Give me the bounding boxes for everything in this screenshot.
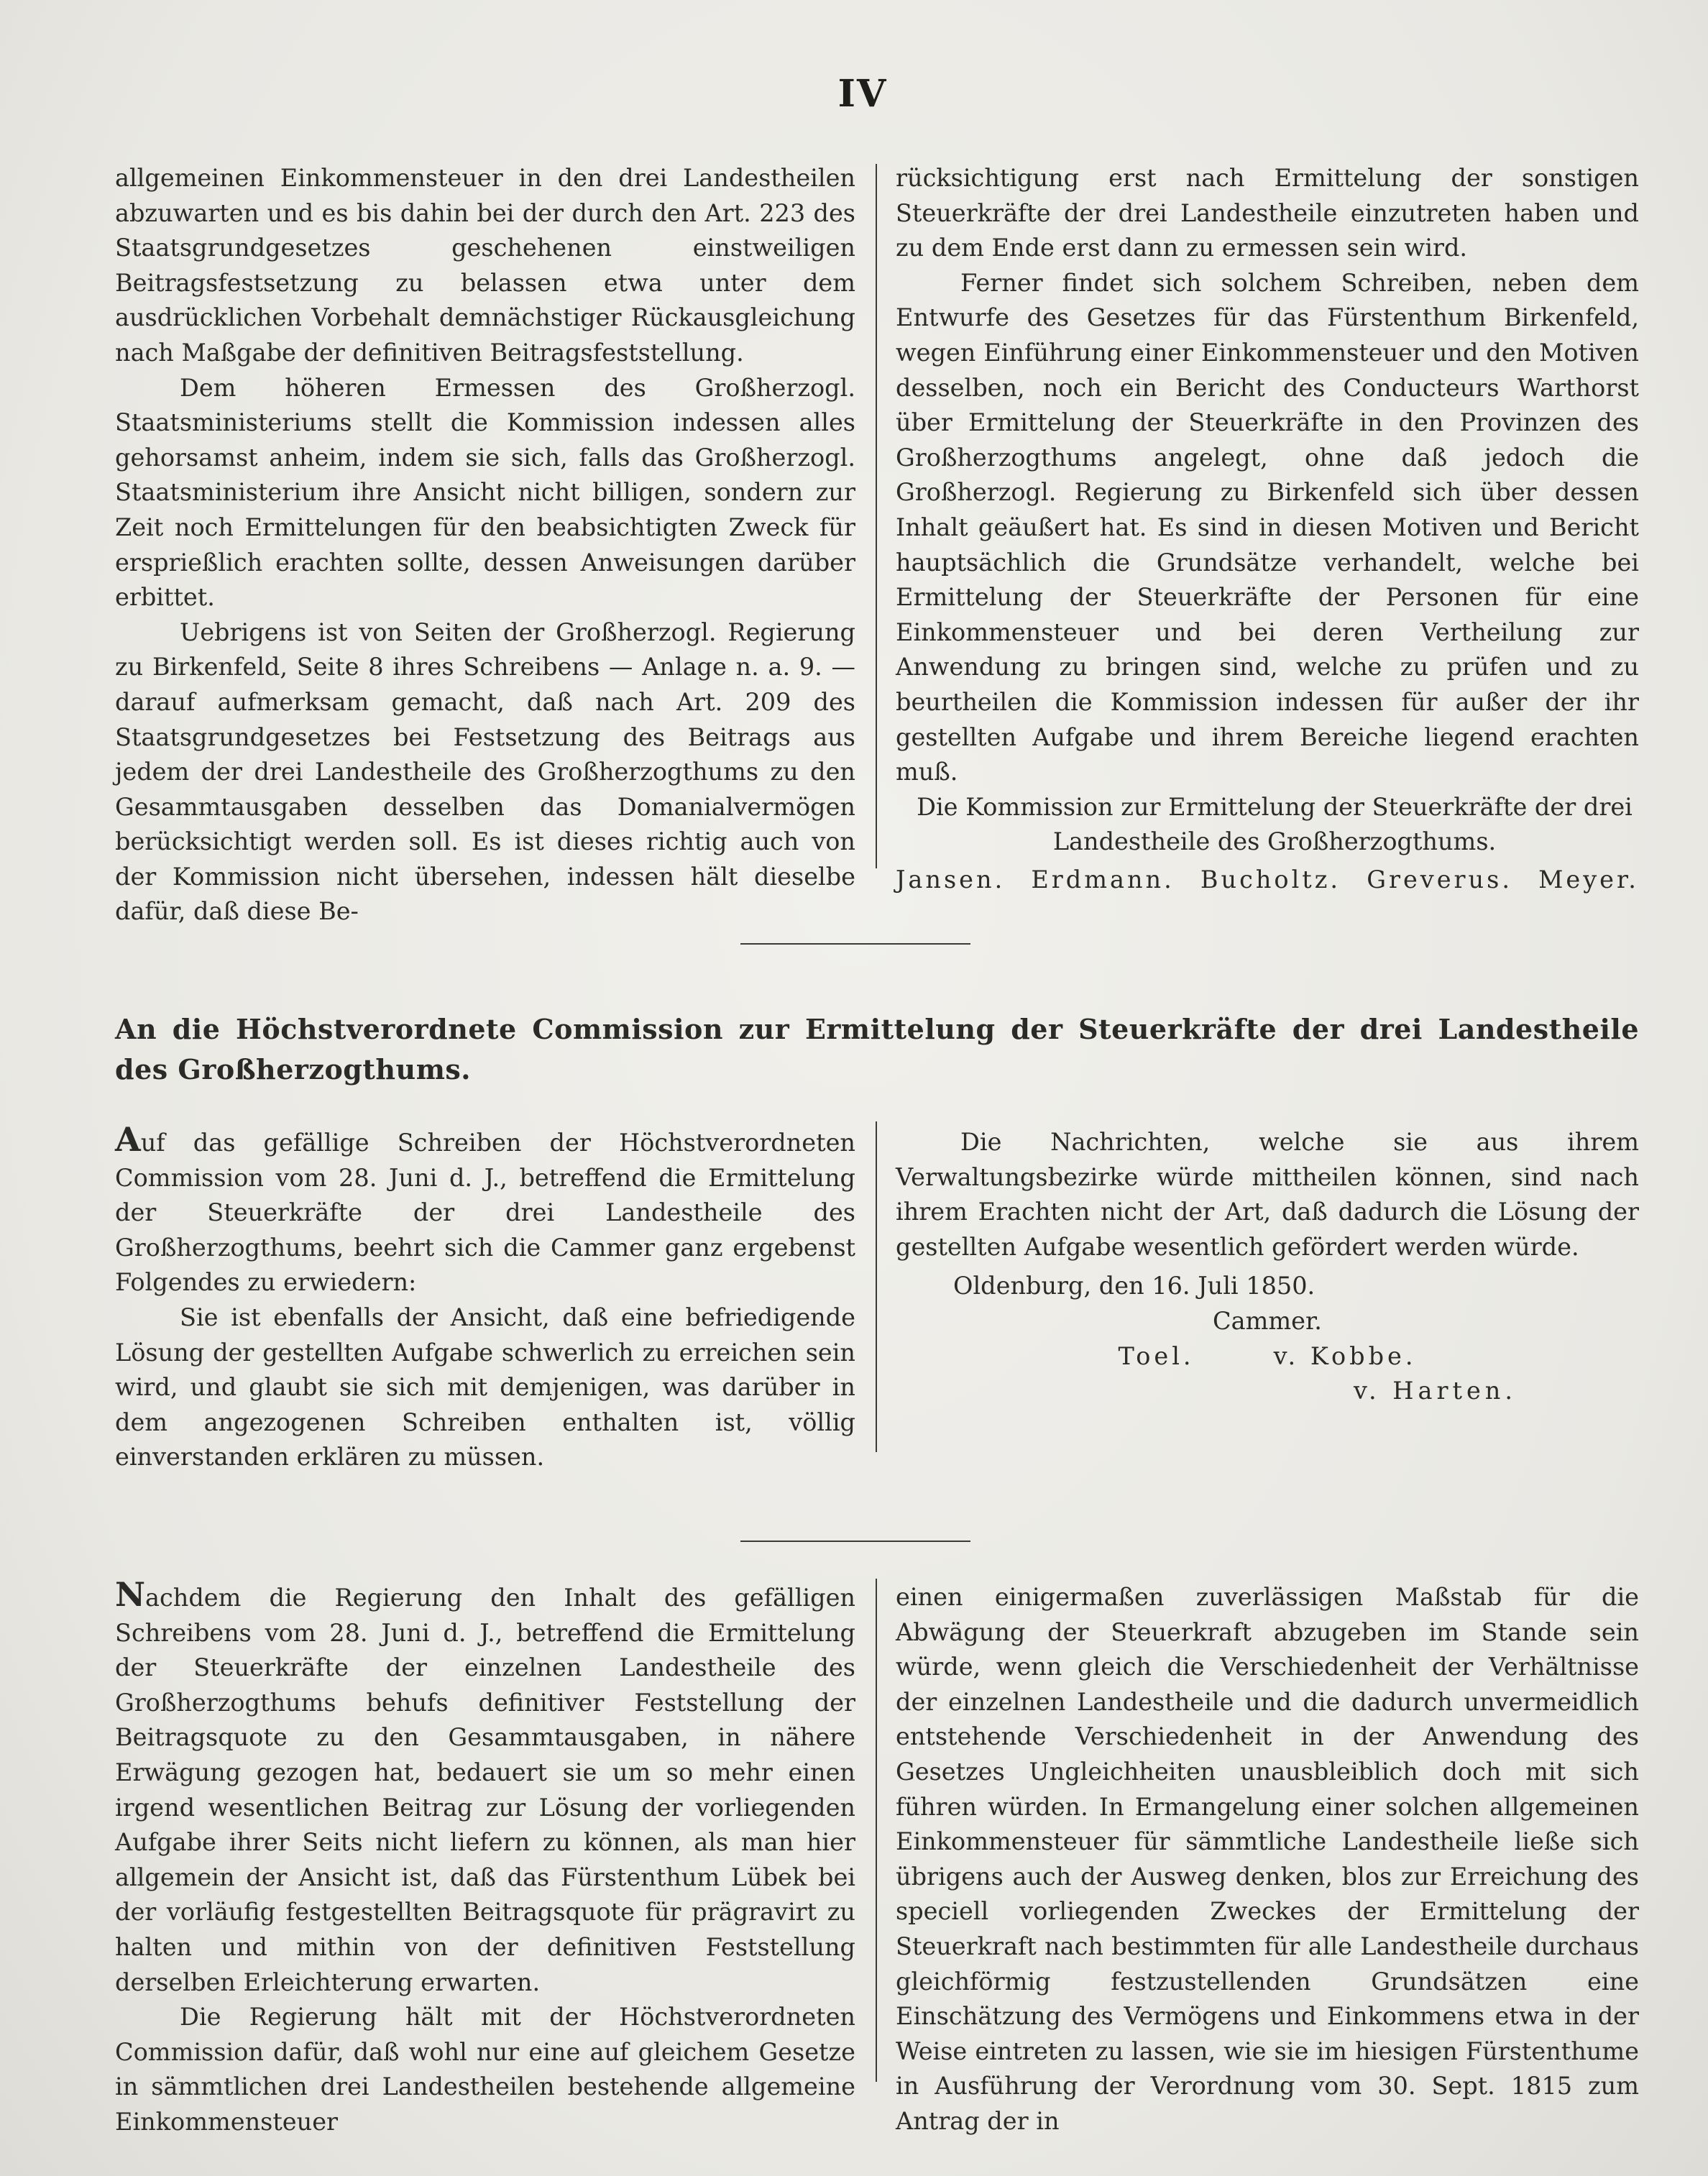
paragraph: einen einigermaßen zuverlässigen Maßstab für die Abwägung der Steuerkraft abzugeben im Stande sein würde, wenn gleich die Verschiedenheit der Verhältnisse der einzelnen Landestheile und die dadurch unvermeidlich entstehende Verschiedenheit in der Anwendung des Gesetzes Ungleichheiten unausbleiblich doch mit sich führen würden. In Ermangelung einer solchen allgemeinen Einkommensteuer für sämmtliche Landestheile ließe sich übrigens auch der Ausweg denken, blos zur Erreichung des speciell vorliegenden Zweckes der Ermittelung der Steuerkraft nach bestimmten für alle Landestheile durchaus gleichförmig festzustellenden Grundsätzen eine Einschätzung des Vermögens und Einkommens etwa in der Weise eintreten zu lassen, wie sie im hiesigen Fürstenthume in Ausführung der Verordnung vom 30. Sept. 1815 zum Antrag der in — [896, 1583, 1639, 2135]
paragraph: Uebrigens ist von Seiten der Großherzogl. Regierung zu Birkenfeld, Seite 8 ihres Schreibens — Anlage n. a. 9. — darauf aufmerksam gemacht, daß nach Art. 209 des Staatsgrundgesetzes bei Festsetzung des Beitrags aus jedem der drei Landestheile des Großherzogthums zu den Gesammtausgaben desselben das Domanialvermögen berücksichtigt werden soll. Es ist dieses richtig auch von der Kommission nicht übersehen, indessen hält dieselbe dafür, daß diese Be- — [115, 618, 855, 926]
letter-heading: An die Höchstverordnete Commission zur Ermittelung der Steuerkräfte der drei Landestheile des Großherzogthums. — [115, 1013, 1639, 1085]
member-name: Meyer. — [1538, 865, 1639, 894]
cammer-right-column — [896, 1125, 1639, 1409]
bottom-left-column — [115, 1575, 855, 2140]
page-number: IV — [837, 72, 888, 116]
drop-cap: A — [115, 1120, 141, 1159]
top-left-column — [115, 161, 855, 929]
cammer-signers — [896, 1339, 1639, 1374]
paragraph — [115, 1575, 855, 2000]
signer-name: v. Kobbe. — [1273, 1341, 1417, 1370]
paragraph: Die Nachrichten, welche sie aus ihrem Verwaltungsbezirke würde mittheilen können, sind nach ihrem Erachten nicht der Art, daß dadurch die Lösung der gestellten Aufgabe wesentlich gefördert werden würde. — [896, 1128, 1639, 1261]
paragraph-text: achdem die Regierung den Inhalt des gefälligen Schreibens vom 28. Juni d. J., betreffend die Ermittelung der Steuerkräfte der einzelnen Landestheile des Großherzogthums behufs definitiver Feststellung der Beitragsquote zu den Gesammtausgaben, in nähere Erwägung gezogen hat, bedauert sie um so mehr einen irgend wesentlichen Beitrag zur Lösung der vorliegenden Aufgabe ihrer Seits nicht liefern zu können, als man hier allgemein der Ansicht ist, daß das Fürstenthum Lübek bei der vorläufig festgestellten Beitragsquote für prägravirt zu halten und mithin von der definitiven Feststellung derselben Erleichterung erwarten. — [115, 1584, 855, 1996]
paragraph: rücksichtigung erst nach Ermittelung der sonstigen Steuerkräfte der drei Landestheile einzutreten haben und zu dem Ende erst dann zu ermessen sein wird. — [896, 164, 1639, 262]
authority: Cammer. — [1213, 1306, 1322, 1335]
drop-cap: N — [115, 1575, 146, 1614]
paragraph: Ferner findet sich solchem Schreiben, neben dem Entwurfe des Gesetzes für das Fürstenthum Birkenfeld, wegen Einführung einer Einkommensteuer und den Motiven desselben, noch ein Bericht des Conducteurs Warthorst über Ermittelung der Steuerkräfte in den Provinzen des Großherzogthums angelegt, ohne daß jedoch die Großherzogl. Regierung zu Birkenfeld sich über dessen Inhalt geäußert hat. Es sind in diesen Motiven und Bericht hauptsächlich die Grundsätze verhandelt, welche bei Ermittelung der Steuerkräfte der Personen für eine Einkommensteuer und bei deren Vertheilung zur Anwendung zu bringen sind, welche zu prüfen und zu beurtheilen die Kommission indessen für außer der ihr gestellten Aufgabe und ihrem Bereiche liegend erachten muß. — [896, 268, 1639, 786]
section-divider — [740, 943, 970, 945]
paragraph: Dem höheren Ermessen des Großherzogl. Staatsministeriums stellt die Kommission indessen alles gehorsamst anheim, indem sie sich, falls das Großherzogl. Staatsministerium ihre Ansicht nicht billigen, sondern zur Zeit noch Ermittelungen für den beabsichtigten Zweck für ersprießlich erachten sollte, dessen Anweisungen darüber erbittet. — [115, 373, 855, 612]
column-divider — [876, 164, 877, 868]
place-date: Oldenburg, den 16. Juli 1850. — [953, 1272, 1316, 1300]
cammer-left-column — [115, 1120, 855, 1475]
paragraph — [115, 1120, 855, 1300]
column-divider — [876, 1121, 877, 1452]
top-right-column — [896, 161, 1639, 897]
signer-name: v. Harten. — [1354, 1377, 1517, 1405]
paragraph: Sie ist ebenfalls der Ansicht, daß eine befriedigende Lösung der gestellten Aufgabe schwerlich zu erreichen sein wird, und glaubt sie sich mit demjenigen, was darüber in dem angezogenen Schreiben enthalten ist, völlig einverstanden erklären zu müssen. — [115, 1303, 855, 1472]
paragraph-text: uf das gefällige Schreiben der Höchstverordneten Commission vom 28. Juni d. J., betreffend die Ermittelung der Steuerkräfte der drei Landestheile des Großherzogthums, beehrt sich die Cammer ganz ergebenst Folgendes zu erwiedern: — [115, 1129, 855, 1297]
paragraph: allgemeinen Einkommensteuer in den drei Landestheilen abzuwarten und es bis dahin bei der durch den Art. 223 des Staatsgrundgesetzes geschehenen einstweiligen Beitragsfestsetzung zu belassen etwa unter dem ausdrücklichen Vorbehalt demnächstiger Rückausgleichung nach Maßgabe der definitiven Beitragsfeststellung. — [115, 164, 855, 367]
section-divider — [740, 1541, 970, 1542]
member-name: Erdmann. — [1031, 865, 1175, 894]
member-name: Bucholtz. — [1200, 865, 1341, 894]
member-name: Greverus. — [1367, 865, 1512, 894]
commission-signature: Die Kommission zur Ermittelung der Steuerkräfte der drei Landestheile des Großherzogthums. — [917, 792, 1633, 856]
member-name: Jansen. — [896, 865, 1006, 894]
commission-members — [896, 863, 1639, 898]
paragraph: Die Regierung hält mit der Höchstverordneten Commission dafür, daß wohl nur eine auf gleichem Gesetze in sämmtlichen drei Landestheilen bestehende allgemeine Einkommensteuer — [115, 2003, 855, 2136]
bottom-right-column — [896, 1580, 1639, 2139]
column-divider — [876, 1579, 877, 2082]
signer-name: Toel. — [1118, 1341, 1195, 1370]
